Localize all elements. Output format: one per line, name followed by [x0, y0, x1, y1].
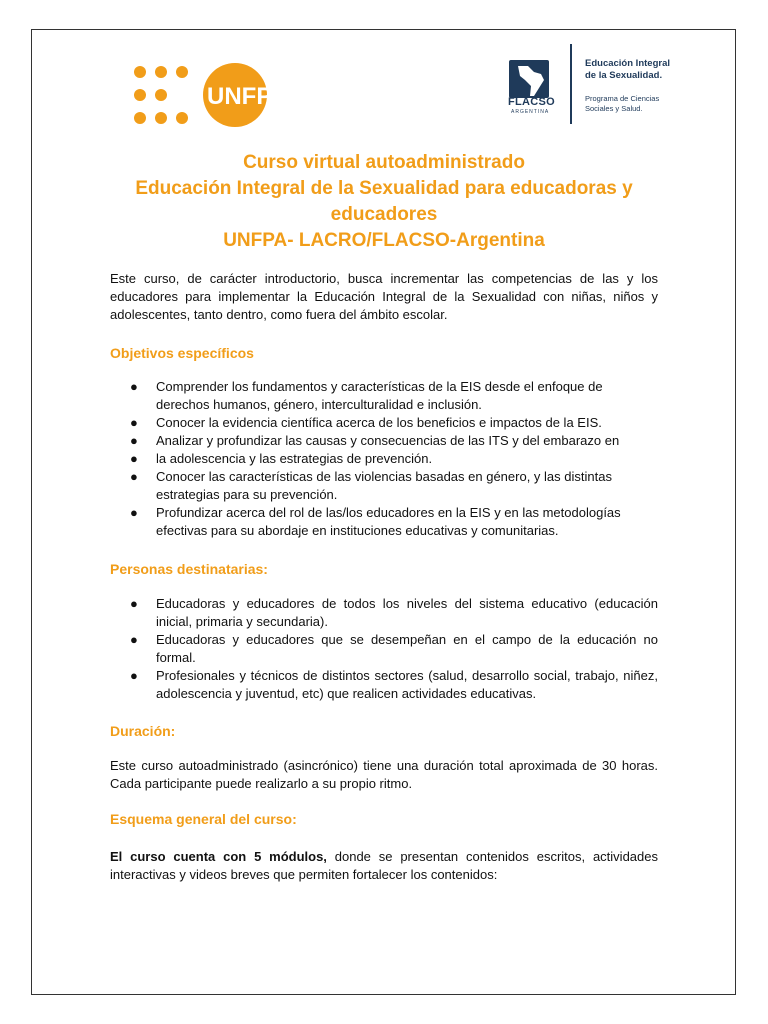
list-item: ● Profundizar acerca del rol de las/los educadores en la EIS y en las metodologías efectivas para su abordaje en instituciones educativas y comunitarias.	[130, 505, 621, 538]
flacso-country: ARGENTINA	[511, 109, 550, 115]
duracion-heading: Duración:	[110, 723, 176, 739]
esquema-text: donde se presentan contenidos escritos, actividades interactivas y videos breves que permiten fortalecer los contenidos:	[110, 849, 658, 882]
intro-paragraph: Este curso, de carácter introductorio, busca incrementar las competencias de las y los educadores para implementar la Educación Integral de la Sexualidad con niñas, niños y adolescentes, tanto dentro, como fuera del ámbito escolar.	[110, 271, 658, 322]
list-item: ● Educadoras y educadores de todos los niveles del sistema educativo (educación inicial, primaria y secundaria).	[130, 596, 658, 629]
course-title	[110, 150, 658, 254]
esquema-bold-lead: El curso cuenta con 5 módulos,	[110, 849, 327, 864]
objetivos-list	[110, 378, 658, 540]
destinatarias-list	[110, 595, 658, 703]
program-line2: Sociales y Salud.	[585, 104, 643, 113]
bullet-icon: ●	[130, 632, 138, 647]
list-item: ● Conocer las características de las violencias basadas en género, y las distintas estrategias para su prevención.	[130, 469, 612, 502]
title-line4: UNFPA- LACRO/FLACSO-Argentina	[223, 230, 545, 251]
esquema-heading: Esquema general del curso:	[110, 811, 297, 827]
list-item: ● Educadoras y educadores que se desempeñan en el campo de la educación no formal.	[130, 632, 658, 665]
list-item: ● Profesionales y técnicos de distintos sectores (salud, desarrollo social, trabajo, niñez, adolescencia y juventud, etc) que realicen actividades educativas.	[130, 668, 658, 701]
unfpa-wordmark: UNFPA	[207, 83, 288, 110]
esquema-paragraph	[110, 848, 658, 884]
destinatarias-heading: Personas destinatarias:	[110, 561, 268, 577]
unfpa-logo	[131, 62, 288, 132]
bullet-icon: ●	[130, 433, 138, 448]
bullet-icon: ●	[130, 451, 138, 466]
flacso-logo	[506, 44, 696, 126]
title-line2: Educación Integral de la Sexualidad para educadoras y	[135, 178, 633, 199]
bullet-icon: ●	[130, 668, 138, 683]
bullet-icon: ●	[130, 505, 138, 520]
eis-title-line1: Educación Integral	[585, 58, 670, 69]
title-line1: Curso virtual autoadministrado	[243, 152, 525, 173]
list-item: ● Analizar y profundizar las causas y consecuencias de las ITS y del embarazo en	[130, 433, 620, 448]
flacso-eis-title	[585, 58, 670, 82]
list-item: ● la adolescencia y las estrategias de prevención.	[130, 451, 433, 466]
program-line1: Programa de Ciencias	[585, 94, 660, 103]
bullet-icon: ●	[130, 415, 138, 430]
bullet-icon: ●	[130, 379, 138, 394]
bullet-icon: ●	[130, 469, 138, 484]
title-line3: educadores	[330, 204, 438, 225]
duracion-paragraph: Este curso autoadministrado (asincrónico) tiene una duración total aproximada de 30 horas. Cada participante puede realizarlo a su propio ritmo.	[110, 758, 658, 791]
list-item: ● Conocer la evidencia científica acerca de los beneficios e impactos de la EIS.	[130, 415, 602, 430]
flacso-divider	[570, 44, 572, 124]
unfpa-logo-graphic	[131, 62, 288, 132]
objetivos-heading: Objetivos específicos	[110, 345, 254, 361]
flacso-wordmark: FLACSO	[508, 96, 556, 108]
eis-title-line2: de la Sexualidad.	[585, 70, 663, 81]
list-item: ● Comprender los fundamentos y características de la EIS desde el enfoque de derechos humanos, género, interculturalidad e inclusión.	[130, 379, 603, 412]
flacso-program	[585, 94, 659, 114]
bullet-icon: ●	[130, 596, 138, 611]
